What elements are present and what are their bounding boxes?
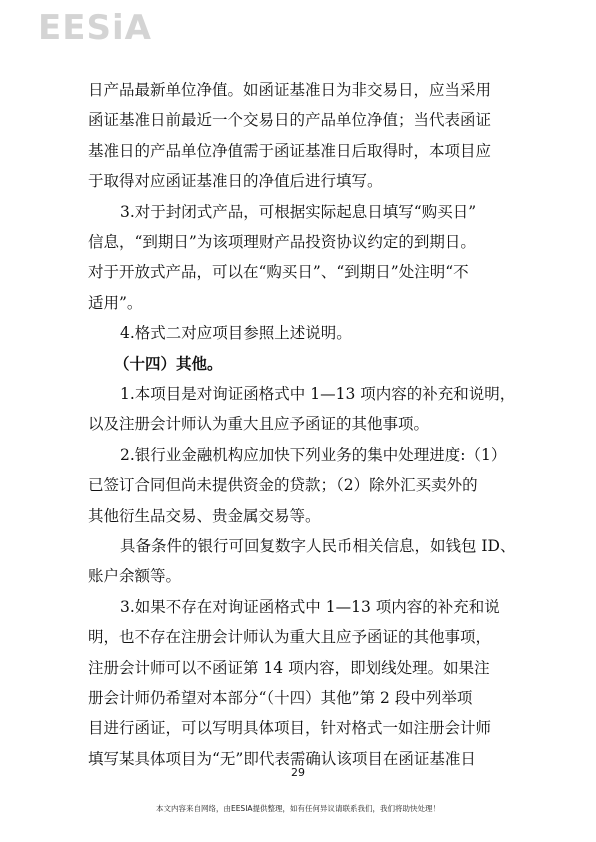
paragraph-line: 1.本项目是对询证函格式中 1—13 项内容的补充和说明， — [120, 385, 516, 403]
page-number: 29 — [291, 766, 305, 779]
paragraph-line: 其他衍生品交易、贵金属交易等。 — [88, 506, 321, 525]
paragraph-line: 于取得对应函证基准日的净值后进行填写。 — [88, 172, 383, 191]
paragraph-line: 日产品最新单位净值。如函证基准日为非交易日，应当采用 — [88, 81, 492, 99]
paragraph-line: 注册会计师可以不函证第 14 项内容，即划线处理。如果注 — [88, 658, 490, 677]
paragraph-line: 适用”。 — [88, 293, 143, 312]
paragraph-line: 已签订合同但尚未提供资金的贷款；（2）除外汇买卖外的 — [88, 476, 478, 495]
paragraph-line: 账户余额等。 — [88, 567, 182, 586]
paragraph-line: 对于开放式产品，可以在“购买日”、“到期日”处注明“不 — [88, 263, 469, 282]
paragraph-line: 2.银行业金融机构应加快下列业务的集中处理进度:（1） — [120, 445, 507, 464]
paragraph-line: 基准日的产品单位净值需于函证基准日后取得时，本项目应 — [88, 141, 492, 160]
paragraph-line: 3.如果不存在对询证函格式中 1—13 项内容的补充和说 — [120, 597, 500, 616]
footer-disclaimer: 本文内容来自网络，由EESIA提供整理，如有任何异议请联系我们，我们将助快处理！ — [155, 804, 441, 813]
eesia-logo: EESiA — [38, 8, 152, 48]
paragraph-line: 具备条件的银行可回复数字人民币相关信息，如钱包 ID、 — [120, 537, 516, 555]
paragraph-line: 册会计师仍希望对本部分“（十四）其他”第 2 段中列举项 — [88, 689, 473, 707]
paragraph-line: 函证基准日前最近一个交易日的产品单位净值；当代表函证 — [88, 111, 492, 130]
paragraph-line: 3.对于封闭式产品，可根据实际起息日填写“购买日” — [120, 202, 477, 221]
paragraph-line: 明，也不存在注册会计师认为重大且应予函证的其他事项， — [88, 628, 492, 647]
section-heading: （十四）其他。 — [114, 353, 223, 373]
paragraph-line: 信息，“到期日”为该项理财产品投资协议约定的到期日。 — [88, 233, 476, 251]
paragraph-line: 4.格式二对应项目参照上述说明。 — [120, 324, 352, 343]
paragraph-line: 填写某具体项目为“无”即代表需确认该项目在函证基准日 — [88, 749, 476, 768]
paragraph-line: 目进行函证，可以写明具体项目，针对格式一如注册会计师 — [88, 719, 492, 738]
paragraph-line: 以及注册会计师认为重大且应予函证的其他事项。 — [88, 415, 430, 434]
